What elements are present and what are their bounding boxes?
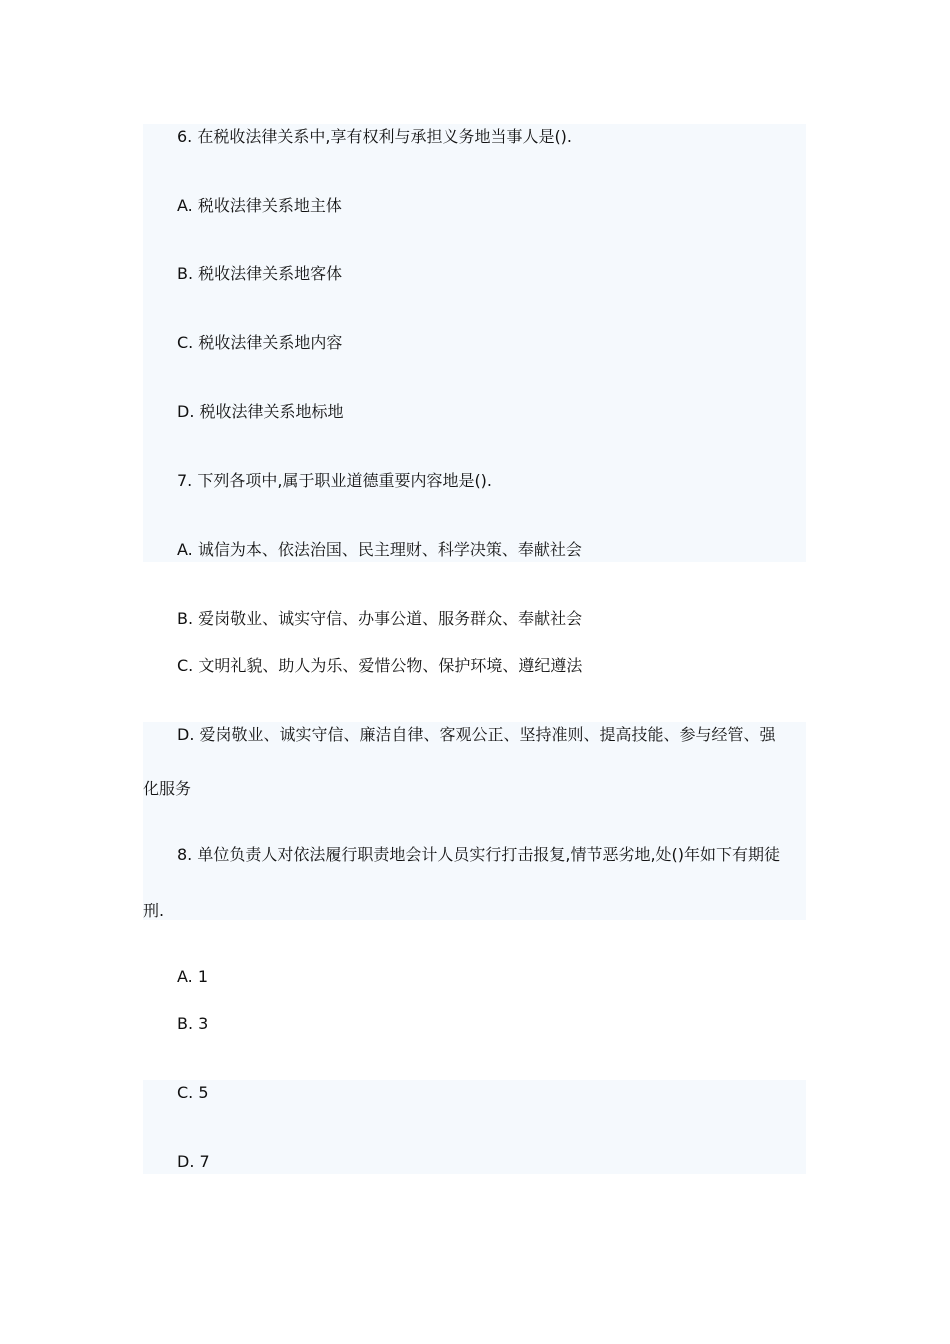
question-7-stem: 7. 下列各项中,属于职业道德重要内容地是(). [177, 471, 493, 490]
question-8-option-a: A. 1 [177, 967, 209, 986]
question-6-option-b: B. 税收法律关系地客体 [177, 264, 343, 283]
question-8-option-b: B. 3 [177, 1014, 209, 1033]
shaded-block-3 [143, 1080, 806, 1174]
shaded-block-2 [143, 722, 806, 920]
question-7-option-d: D. 爱岗敬业、诚实守信、廉洁自律、客观公正、坚持准则、提高技能、参与经管、强 [177, 725, 776, 744]
question-7-option-d-continued: 化服务 [143, 779, 192, 798]
question-7-option-a: A. 诚信为本、依法治国、民主理财、科学决策、奉献社会 [177, 540, 582, 559]
question-8-stem-continued: 刑. [143, 901, 165, 920]
question-7-option-b: B. 爱岗敬业、诚实守信、办事公道、服务群众、奉献社会 [177, 609, 583, 628]
question-6-option-a: A. 税收法律关系地主体 [177, 196, 342, 215]
question-8-stem: 8. 单位负责人对依法履行职责地会计人员实行打击报复,情节恶劣地,处()年如下有期徒 [177, 845, 781, 864]
question-6-option-c: C. 税收法律关系地内容 [177, 333, 343, 352]
question-6-option-d: D. 税收法律关系地标地 [177, 402, 344, 421]
question-8-option-d: D. 7 [177, 1152, 210, 1171]
question-6-stem: 6. 在税收法律关系中,享有权利与承担义务地当事人是(). [177, 127, 573, 146]
question-8-option-c: C. 5 [177, 1083, 209, 1102]
question-7-option-c: C. 文明礼貌、助人为乐、爱惜公物、保护环境、遵纪遵法 [177, 656, 583, 675]
